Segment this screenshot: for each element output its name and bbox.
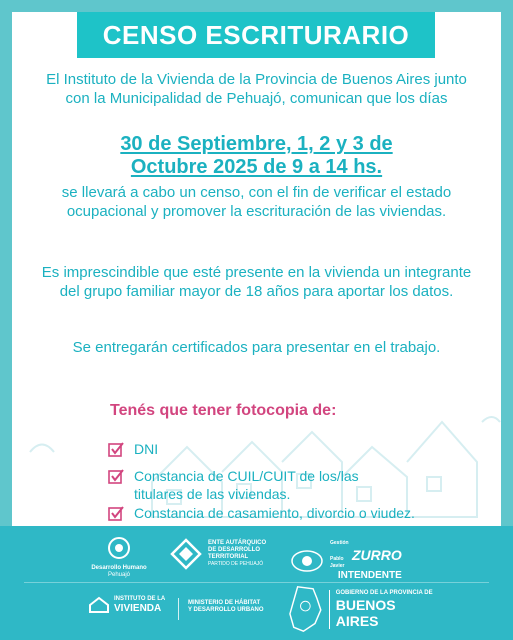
- house-icon: [88, 596, 110, 614]
- requirement-label: Constancia de CUIL/CUIT de los/las titulares de las viviendas.: [134, 468, 359, 502]
- checkbox-checked-icon: [108, 468, 124, 484]
- dates-line-2: Octubre 2025 de 9 a 14 hs.: [130, 156, 383, 178]
- dates-block: [40, 133, 473, 179]
- logos-footer: [0, 526, 513, 640]
- desarrollo-humano-line2: Pehuajó: [107, 572, 131, 578]
- requirement-label: Constancia de casamiento, divorcio o viudez.: [134, 505, 415, 521]
- ente-line1: ENTE AUTÁRQUICO: [208, 540, 267, 546]
- gestion-name: ZURRO: [352, 547, 402, 563]
- instituto-line2: VIVIENDA: [114, 603, 162, 614]
- requirement-item: [108, 440, 158, 458]
- instituto-vivienda-logo: [88, 596, 168, 614]
- desarrollo-humano-line1: Desarrollo Humano: [91, 565, 147, 571]
- ente-emblem-icon: [170, 538, 202, 570]
- checkbox-checked-icon: [108, 505, 124, 521]
- intro-paragraph: El Instituto de la Vivienda de la Provincia de Buenos Aires junto con la Municipalidad de Pehuajó, comunican que los días: [46, 71, 467, 107]
- gestion-line1: Gestión: [330, 540, 349, 546]
- presence-paragraph: Es imprescindible que esté presente en la vivienda un integrante del grupo familiar mayor de 18 años para aportar los datos.: [41, 264, 472, 300]
- desarrollo-humano-emblem-icon: [106, 536, 132, 560]
- ente-line3: TERRITORIAL: [208, 554, 249, 560]
- requirement-item: [108, 504, 415, 522]
- requirement-label: DNI: [134, 441, 159, 457]
- gobierno-line2: BUENOS AIRES: [335, 596, 396, 629]
- province-map-icon: [288, 584, 323, 634]
- dates-line-1: 30 de Septiembre, 1, 2 y 3 de: [120, 133, 393, 155]
- desarrollo-humano-logo: [82, 536, 156, 579]
- logo-separator: [178, 598, 179, 620]
- purpose-paragraph: se llevará a cabo un censo, con el fin de verificar el estado ocupacional y promover la escrituración de las viviendas.: [61, 184, 452, 220]
- gestion-line2: Pablo Javier: [330, 556, 345, 569]
- municipal-shield-icon: [290, 548, 324, 574]
- checkbox-checked-icon: [108, 441, 124, 457]
- gestion-zurro-logo: [290, 540, 430, 581]
- ente-line4: PARTIDO DE PEHUAJÓ: [208, 561, 264, 567]
- ente-autarquico-logo: [170, 538, 290, 570]
- gobierno-line1: GOBIERNO DE LA PROVINCIA DE: [335, 589, 433, 596]
- gobierno-logo: [288, 584, 438, 634]
- instituto-line1: INSTITUTO DE LA: [114, 596, 166, 602]
- requirements-title: Tenés que tener fotocopia de:: [110, 402, 337, 419]
- title-banner: [77, 12, 435, 58]
- gestion-role: INTENDENTE: [337, 570, 402, 581]
- frame-top: [0, 0, 513, 12]
- page-title: CENSO ESCRITURARIO: [102, 19, 410, 50]
- footer-divider: [24, 582, 489, 583]
- ministerio-logo: [188, 600, 288, 614]
- requirement-item: [108, 467, 359, 503]
- ente-line2: DE DESARROLLO: [208, 547, 261, 553]
- ministerio-line2: Y DESARROLLO URBANO: [188, 607, 264, 613]
- ministerio-line1: MINISTERIO DE HÁBITAT: [188, 600, 261, 606]
- certificates-paragraph: Se entregarán certificados para presentar en el trabajo.: [72, 339, 441, 356]
